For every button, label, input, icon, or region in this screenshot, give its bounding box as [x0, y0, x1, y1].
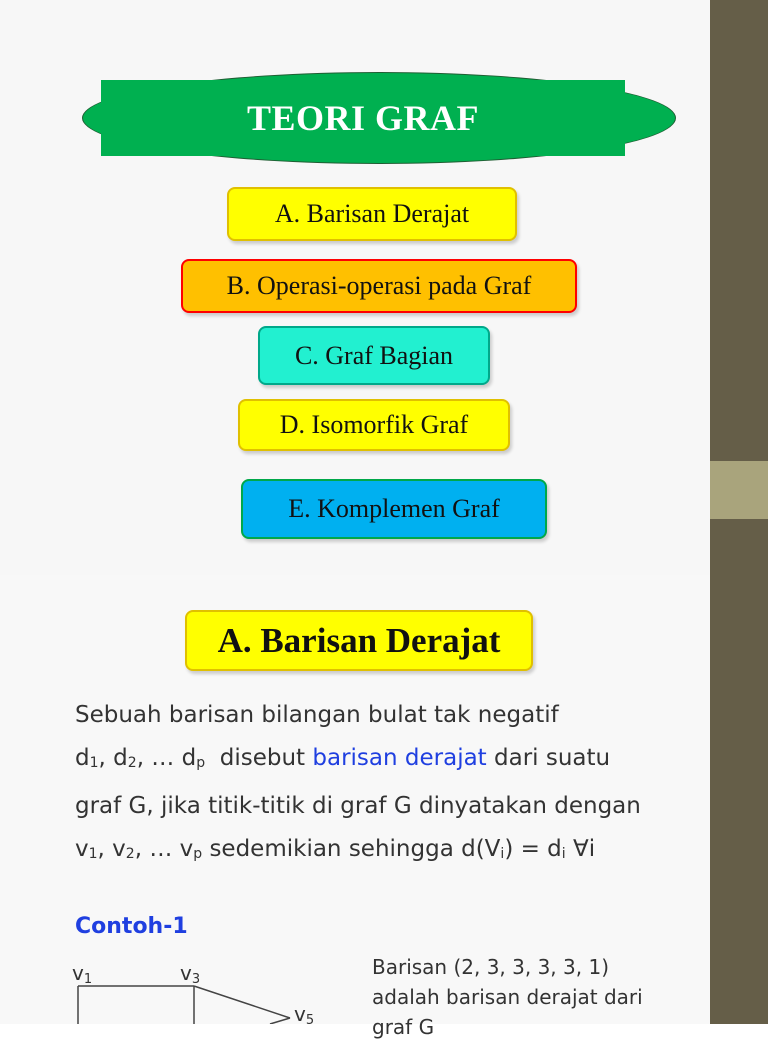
- definition-paragraph: [75, 694, 695, 876]
- menu-item-label: E. Komplemen Graf: [288, 494, 500, 523]
- example-title: Contoh-1: [75, 914, 188, 939]
- title-banner: [101, 80, 625, 156]
- page-title: TEORI GRAF: [246, 98, 480, 138]
- vertex-label-v1: v1: [72, 961, 93, 987]
- example-description: [372, 952, 692, 1042]
- menu-item-label: B. Operasi-operasi pada Graf: [226, 271, 532, 300]
- paragraph-line-2: $d_1$, $d_2$, … $d_p$ disebut barisan derajat dari suatu: [75, 745, 611, 771]
- sidebar-accent: [710, 461, 768, 519]
- section-heading-box: [185, 610, 533, 671]
- description-line-3: graf G: [372, 1015, 435, 1039]
- vertex-label-v3: v3: [180, 961, 201, 987]
- example-graph: [70, 955, 340, 1024]
- section-heading: A. Barisan Derajat: [217, 620, 501, 660]
- vertex-label-v5: v5: [294, 1002, 315, 1024]
- graph-edge: [270, 1018, 290, 1024]
- paragraph-line-4: $v_1$, $v_2$, … $v_p$ sedemikian sehingga $d(V_i) = d_i$ ∀i: [75, 836, 596, 862]
- paragraph-line-1: Sebuah barisan bilangan bulat tak negatif: [75, 702, 559, 728]
- menu-item-barisan-derajat[interactable]: [227, 187, 517, 241]
- menu-item-isomorfik-graf[interactable]: [238, 399, 510, 451]
- term-highlight: barisan derajat: [312, 745, 487, 771]
- description-line-1: Barisan (2, 3, 3, 3, 3, 1): [372, 955, 609, 979]
- menu-item-operasi-graf[interactable]: [181, 259, 577, 313]
- menu-item-label: D. Isomorfik Graf: [279, 410, 469, 439]
- menu-item-label: A. Barisan Derajat: [274, 199, 470, 228]
- menu-item-label: C. Graf Bagian: [294, 340, 454, 370]
- paragraph-line-3: graf G, jika titik-titik di graf G dinyatakan dengan: [75, 793, 641, 819]
- description-line-2: adalah barisan derajat dari: [372, 985, 643, 1009]
- menu-item-graf-bagian[interactable]: [258, 326, 490, 385]
- graph-edge: [194, 986, 290, 1018]
- menu-item-komplemen-graf[interactable]: [241, 479, 547, 539]
